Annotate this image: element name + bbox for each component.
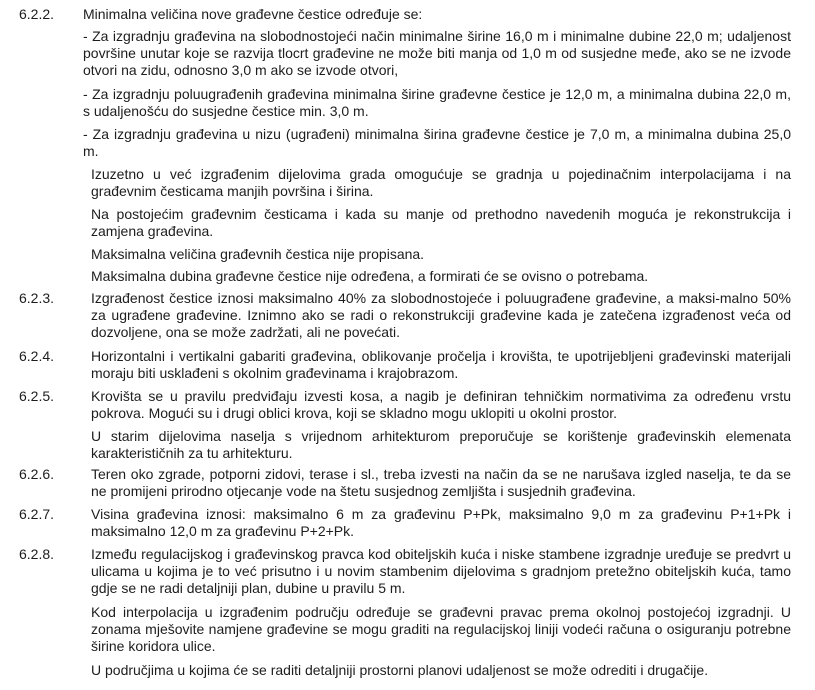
section-number: 6.2.4. bbox=[19, 348, 55, 364]
paragraph: Visina građevina iznosi: maksimalno 6 m za građevinu P+Pk, maksimalno 9,0 m za građevinu P+1+Pk i maksimalno 12,0 m za građevinu P+2+Pk. bbox=[91, 506, 791, 539]
paragraph: U područjima u kojima će se raditi detaljniji prostorni planovi udaljenost se može odrediti i drugačije. bbox=[91, 662, 709, 678]
paragraph: Horizontalni i vertikalni gabariti građevina, oblikovanje pročelja i krovišta, te upotrijebljeni građevinski materijali moraju biti usklađeni s okolnim građevinama i krajobrazom. bbox=[91, 348, 791, 381]
paragraph: Između regulacijskog i građevinskog pravca kod obiteljskih kuća i niske stambene izgradnje uređuje se predvrt u ulicama u kojima je to već prisutno i u novim stambenim dijelovima s gradnjom pretežno obiteljskih kuća, tamo gdje se ne radi detaljniji plan, dubine u pravilu 5 m. bbox=[91, 546, 791, 596]
paragraph: Krovišta se u pravilu predviđaju izvesti kosa, a nagib je definiran tehničkim normativima za određenu vrstu pokrova. Mogući su i drugi oblici krova, koji se skladno mogu uklopiti u okolni prostor. bbox=[91, 388, 791, 421]
paragraph: U starim dijelovima naselja s vrijednom arhitekturom preporučuje se korištenje građevinskih elemenata karakterističnih za tu arhitekturu. bbox=[91, 428, 791, 461]
section-number: 6.2.8. bbox=[19, 546, 55, 562]
section-intro: Minimalna veličina nove građevne čestice određuje se: bbox=[83, 6, 423, 22]
section-number: 6.2.7. bbox=[19, 506, 55, 522]
bullet-text: - Za izgradnju građevina u nizu (ugrađeni) minimalna širina građevne čestice je 7,0 m, a minimalna dubina 25,0 m. bbox=[83, 126, 791, 159]
paragraph: Na postojećim građevnim česticama i kada su manje od prethodno navedenih moguća je rekonstrukcija i zamjena građevina. bbox=[91, 206, 791, 239]
paragraph: Teren oko zgrade, potporni zidovi, terase i sl., treba izvesti na način da se ne narušava izgled naselja, te da se ne promijeni prirodno otjecanje vode na štetu susjednog zemljišta i susjednih građevina. bbox=[91, 466, 791, 499]
bullet-text: - Za izgradnju građevina na slobodnostojeći način minimalne širine 16,0 m i minimalne dubine 22,0 m; udaljenost površine unutar koje se razvija tlocrt građevine ne može biti manja od 1,0 m od susjedne međe, ako se ne izvode otvori na zidu, odnosno 3,0 m ako se izvode otvori, bbox=[83, 28, 791, 78]
bullet-text: - Za izgradnju poluugrađenih građevina minimalna širine građevne čestice je 12,0 m, a minimalna dubina 22,0 m, s udaljenošću do susjedne čestice min. 3,0 m. bbox=[83, 86, 791, 119]
paragraph: Maksimalna veličina građevnih čestica nije propisana. bbox=[91, 246, 425, 262]
paragraph: Kod interpolacija u izgrađenim području određuje se građevni pravac prema okolnoj postojećoj izgradnji. U zonama mješovite namjene građevine se mogu graditi na regulacijskoj liniji vodeći računa o osiguranju potrebne širine koridora ulice. bbox=[91, 604, 791, 654]
paragraph: Maksimalna dubina građevne čestice nije određena, a formirati će se ovisno o potrebama. bbox=[91, 268, 649, 284]
section-number: 6.2.6. bbox=[19, 466, 55, 482]
section-number: 6.2.2. bbox=[19, 6, 55, 22]
section-number: 6.2.5. bbox=[19, 388, 55, 404]
paragraph: Izgrađenost čestice iznosi maksimalno 40% za slobodnostojeće i poluugrađene građevine, a maksi-malno 50% za ugrađene građevine. Iznimno ako se radi o rekonstrukciji građevine kada je zatečena izgrađenost veća od dozvoljene, ona se može zadržati, ali ne povećati. bbox=[91, 290, 791, 340]
paragraph: Izuzetno u već izgrađenim dijelovima grada omogućuje se gradnja u pojedinačnim interpolacijama i na građevnim česticama manjih površina i širina. bbox=[91, 166, 791, 199]
section-number: 6.2.3. bbox=[19, 290, 55, 306]
